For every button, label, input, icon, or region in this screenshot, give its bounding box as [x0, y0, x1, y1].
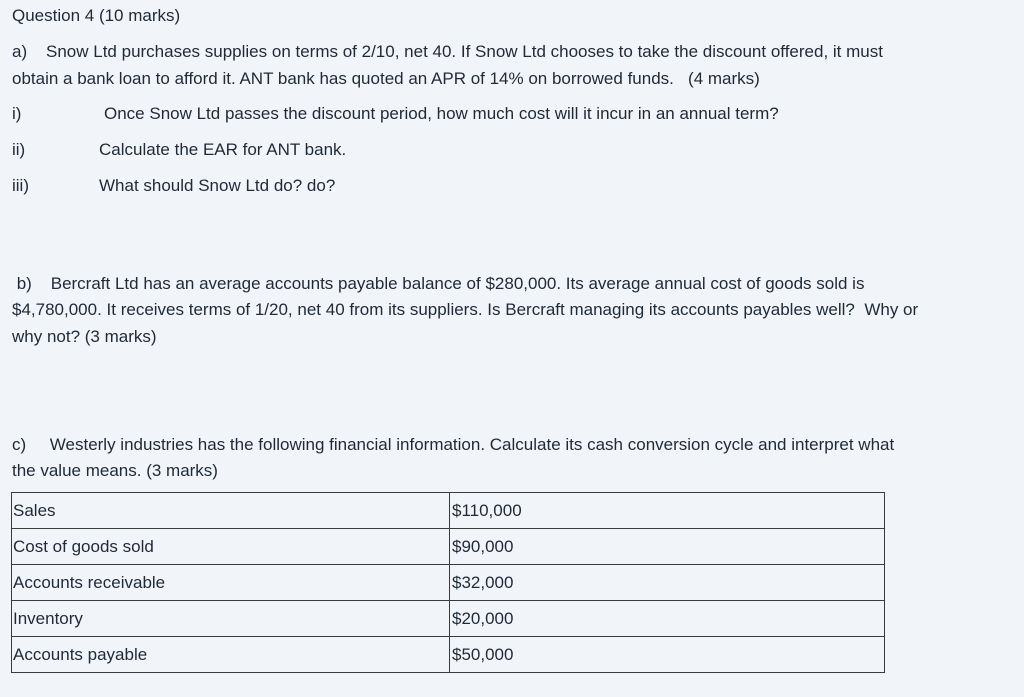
financial-info-table: [11, 492, 885, 673]
table-row: [12, 601, 885, 637]
row-label: Sales: [12, 493, 450, 529]
question-title: Question 4 (10 marks): [12, 6, 181, 25]
part-a-line-1: a) Snow Ltd purchases supplies on terms of 2/10, net 40. If Snow Ltd chooses to take the discount offered, it must: [12, 42, 883, 61]
table-row: [12, 565, 885, 601]
row-value: $50,000: [450, 637, 885, 673]
item-label: i): [12, 104, 22, 123]
table-row: [12, 637, 885, 673]
item-label: iii): [12, 176, 29, 195]
row-value: $90,000: [450, 529, 885, 565]
table-row: [12, 493, 885, 529]
part-c-line-1: c) Westerly industries has the following financial information. Calculate its cash conversion cycle and interpret what: [12, 435, 895, 454]
item-text: Calculate the EAR for ANT bank.: [99, 140, 347, 159]
part-b-line-1: b) Bercraft Ltd has an average accounts payable balance of $280,000. Its average annual cost of goods sold is: [12, 274, 865, 293]
item-label: ii): [12, 140, 26, 159]
row-label: Cost of goods sold: [12, 529, 450, 565]
part-b-line-2: $4,780,000. It receives terms of 1/20, net 40 from its suppliers. Is Bercraft managing its accounts payables well? Why or: [12, 300, 919, 319]
part-a-line-2: obtain a bank loan to afford it. ANT bank has quoted an APR of 14% on borrowed funds. (4 marks): [12, 69, 760, 88]
row-value: $32,000: [450, 565, 885, 601]
item-text: What should Snow Ltd do? do?: [99, 176, 336, 195]
row-value: $110,000: [450, 493, 885, 529]
table-row: [12, 529, 885, 565]
row-label: Accounts receivable: [12, 565, 450, 601]
row-label: Inventory: [12, 601, 450, 637]
part-b-line-3: why not? (3 marks): [12, 327, 157, 346]
row-label: Accounts payable: [12, 637, 450, 673]
part-c-line-2: the value means. (3 marks): [12, 461, 218, 480]
row-value: $20,000: [450, 601, 885, 637]
item-text: Once Snow Ltd passes the discount period, how much cost will it incur in an annual term?: [104, 104, 779, 123]
